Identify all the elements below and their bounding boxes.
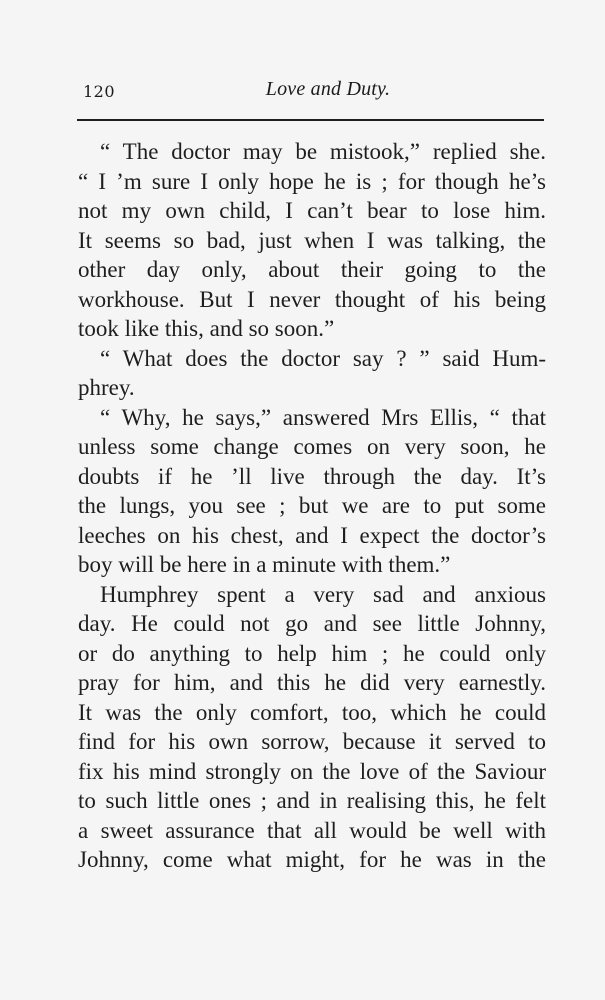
text-line: “ The doctor may be mistook,” replied she. [100,139,546,164]
text-line: day. He could not go and see little Johnny, [78,611,546,636]
paragraph-1 [78,137,546,344]
text-line: phrey. [78,375,135,400]
text-line: the lungs, you see ; but we are to put some [78,493,546,518]
text-line: unless some change comes on very soon, he [78,434,546,459]
text-line: Humphrey spent a very sad and anxious [100,581,546,607]
text-line: to such little ones ; and in realising this, he felt [78,788,546,813]
paragraph-4 [78,580,546,875]
text-line: workhouse. But I never thought of his being [78,286,546,312]
text-line: other day only, about their going to the [78,257,546,282]
text-line: or do anything to help him ; he could only [78,640,546,666]
text-line: took like this, and so soon.” [78,316,335,341]
text-line: fix his mind strongly on the love of the Saviour [78,758,546,784]
header-rule [77,119,544,121]
text-line: It seems so bad, just when I was talking, the [78,227,546,253]
page-header [83,78,546,112]
text-line: pray for him, and this he did very earnestly. [78,670,546,695]
text-line: It was the only comfort, too, which he could [78,699,546,725]
running-title: Love and Duty. [265,78,391,100]
text-line: Johnny, come what might, for he was in the [78,847,546,872]
text-line: find for his own sorrow, because it served to [78,729,546,754]
text-line: doubts if he ’ll live through the day. It’s [78,463,546,489]
text-line: boy will be here in a minute with them.” [78,552,451,577]
text-line: “ Why, he says,” answered Mrs Ellis, “ that [100,404,546,430]
text-line: not my own child, I can’t bear to lose him. [78,198,546,223]
text-line: a sweet assurance that all would be well with [78,817,546,843]
body-text [78,137,546,875]
paragraph-2 [78,344,546,403]
paragraph-3 [78,403,546,580]
text-line: “ What does the doctor say ? ” said Hum- [100,345,546,371]
page-number: 120 [83,82,116,101]
text-line: “ I ’m sure I only hope he is ; for though he’s [78,168,546,194]
text-line: leeches on his chest, and I expect the doctor’s [78,522,546,548]
